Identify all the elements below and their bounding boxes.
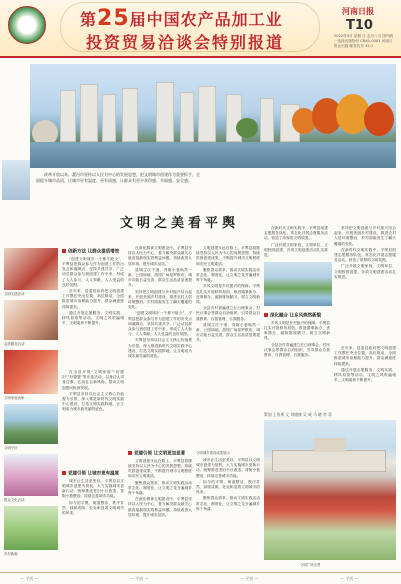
bullet-square-icon (128, 451, 132, 455)
paragraph: 乡风文明是乡村振兴的保障。平舆县扎实开展移风易俗，推进婚事新办、丧事简办，破除陈规陋习，树立文明新风。 (264, 320, 330, 341)
text-column-3 (196, 246, 260, 446)
title-line1-suffix: 届中国农产品加工业 (129, 10, 283, 29)
photo-volunteer (4, 300, 58, 340)
section-heading (62, 249, 124, 255)
paragraph: 如今的平舆，街道整洁、秩序井然、绿树成荫，处处彰显着文明城市的风采。 (196, 479, 260, 495)
paragraph: 在深化精神文明建设中，平舆县坚持以人民为中心，着力解决群众最关心最直接最现实的利益问题，持续改善人居环境，提升城市品质。 (128, 497, 192, 517)
photo-activity (4, 248, 58, 290)
text-column-1c (62, 468, 124, 568)
autumn-tree (364, 102, 394, 136)
footer-mark: — 平舆 — (240, 576, 259, 581)
paragraph: 近年来，县委县政府把文明创建工作摆在突出位置，高位推动，全面推进城市治理能力提升，群众满意度持续提高。 (62, 288, 124, 309)
text-column-1 (62, 246, 124, 368)
bullet-square-icon (264, 313, 268, 317)
footer-mark: — 平舆 — (340, 576, 359, 581)
text-column-1b (62, 370, 124, 466)
title-line-1 (80, 6, 283, 31)
paragraph: 乡风文明是乡村振兴的保障。平舆县扎实开展移风易俗，推进婚事新办、丧事简办，破除陈规陋习，树立文明新风。 (196, 284, 260, 305)
paragraph: 通过开展志愿服务、文明实践、移风易俗等活动，文明之风吹遍城乡，文明素养不断提升。 (334, 367, 396, 383)
text-column-2b (128, 448, 192, 568)
paragraph: 坚持把文明创建与乡村振兴结合起来，开展美丽乡村建设，推进农村人居环境整治，乡村面貌发生了翻天覆地的变化。 (334, 226, 396, 246)
photo-family (4, 350, 58, 394)
page-footer (0, 572, 401, 584)
building (60, 90, 76, 142)
paragraph: 县城主次干道、背街小巷焕然一新，公园绿地、游园广场星罗棋布，城市功能日益完善，群众生活品质显著提升。 (128, 267, 192, 288)
paragraph: 在新时代文明实践中，平舆县组建志愿服务队伍，常态化开展志愿服务活动，营造了浓厚的文明氛围。 (334, 247, 396, 263)
paragraph: 平舆县坚持以社会主义核心价值观为引领，深入推进新时代文明实践中心建设，打造文明实践阵地，让文明成为城市最亮丽的底色。 (128, 338, 192, 359)
caption: 文明小区 (4, 446, 18, 450)
building (272, 450, 386, 472)
title-line-2: 投资贸易洽谈会特别报道 (86, 33, 285, 52)
paragraph: 在全县开展“文明家庭”“好媳妇”“好婆婆”等评选活动，以身边人讲身边事，弘扬社会新风尚，推动文明创建向纵深发展。 (62, 370, 124, 390)
photo-community (4, 404, 58, 444)
text-column-3b (196, 458, 260, 568)
title-prefix: 第 (80, 10, 98, 29)
section-title: 创新方法 让群众提质增效 (68, 249, 120, 255)
section-title: 党建引领 让文明更加显著 (134, 451, 186, 457)
paper-name: 河南日报 (342, 7, 374, 16)
publication-info: 2022年9月 星期 日 农历八月 国内统一连续出版物号 CN41-0001 河南日报社出版 邮发代号 35-1 (334, 34, 394, 48)
paragraph: 文明创建永远在路上。平舆县将继续坚持以人民为中心的发展思想，持续巩固创建成果，不断提升城市文明程度和市民文明素质。 (128, 458, 192, 479)
paragraph: “创建文明城市一个都不能少”，平舆县把群众参与作为创建工作的出发点和落脚点，坚持共建共享，广泛动员群众参与到创建工作中来，形成了人人参与、人人奉献、人人受益的良好氛围。 (62, 256, 124, 287)
paragraph: 平舆县坚持以社会主义核心价值观为引领，深入推进新时代文明实践中心建设，打造文明实践阵地，让文明成为城市最亮丽的底色。 (62, 391, 124, 412)
paragraph: 全县各村普遍建立红白理事会、村民议事会等群众自治组织，引导群众自我教育、自我管理、自我服务。 (196, 306, 260, 321)
caption: 文明广场全景 (300, 563, 321, 567)
bullet-square-icon (62, 471, 66, 475)
building (80, 84, 98, 142)
section-heading (264, 313, 330, 319)
footer-mark: — 平舆 — (130, 576, 149, 581)
section-heading (128, 451, 192, 457)
text-column-2 (128, 246, 192, 446)
intro-side-photo (2, 160, 30, 200)
text-column-5 (334, 226, 396, 344)
paragraph: 文明创建永远在路上。平舆县将继续坚持以人民为中心的发展思想，持续巩固创建成果，不断提升城市文明程度和市民文明素质。 (196, 246, 260, 266)
edition-number: 25 (97, 6, 130, 31)
caption: 文明实践活动 (4, 292, 25, 296)
paragraph: 城市让生活更美好。平舆县以文明城市创建为契机，大力实施城市更新行动，统筹推进老旧小区改造、背街小巷整治，持续完善城市功能。 (196, 458, 260, 478)
green-tree (236, 118, 258, 138)
paragraph: 广泛开展文明家庭、文明单位、文明校园创建，各项文明创建活动扎实推进。 (334, 264, 396, 279)
text-column-4b (264, 310, 330, 408)
paragraph: 聚焦群众需求，推动文明实践活动常态化、制度化，让文明之花开遍城乡每个角落。 (196, 496, 260, 511)
paragraph: 在深化精神文明建设中，平舆县坚持以人民为中心，着力解决群众最关心最直接最现实的利益问题，持续改善人居环境，提升城市品质。 (128, 246, 192, 266)
paragraph: 聚焦群众需求，推动文明实践活动常态化、制度化，让文明之花开遍城乡每个角落。 (196, 267, 260, 283)
footer-mark: — 平舆 — (20, 576, 39, 581)
building (102, 94, 116, 142)
river (30, 142, 396, 168)
paragraph: 通过开展志愿服务、文明实践、移风易俗等活动，文明之风吹遍城乡，文明素养不断提升。 (62, 310, 124, 326)
building (314, 438, 346, 452)
byline: 策划 王智勇 文 刘晓康 吴 威 马 晓 李 菲 (264, 412, 332, 417)
intro-paragraph: 改革开放以来，漯河市坚持以人民为中心的发展思想，把文明城市创建作为重要抓手，全面提升城市品质，让城市更有温度、更有质感，让群众有更多获得感、幸福感、安全感。 (36, 172, 200, 183)
page-number: T10 (346, 18, 373, 33)
caption: 文明家庭表彰 (4, 396, 25, 400)
paragraph: 近年来，县委县政府把文明创建工作摆在突出位置，高位推动，全面推进城市治理能力提升，群众满意度持续提高。 (334, 346, 396, 366)
section-title: 党建引领 让城市更有温度 (68, 471, 120, 477)
building (122, 88, 138, 142)
caption: 文明城市建设成果展示 (196, 451, 230, 455)
text-column-5b (334, 346, 396, 410)
photo-park-lake (264, 262, 332, 306)
building (198, 86, 216, 142)
article-headline: 文明之美看平舆 (120, 216, 240, 231)
caption: 群众文化活动 (4, 498, 25, 502)
paragraph: 城市让生活更美好。平舆县以文明城市创建为契机，大力实施城市更新行动，统筹推进老旧小区改造、背街小巷整治，持续完善城市功能。 (62, 478, 124, 499)
masthead (0, 0, 401, 58)
photo-square-crowd (264, 420, 396, 560)
paragraph: 如今的平舆，街道整洁、秩序井然、绿树成荫，处处彰显着文明城市的风采。 (62, 500, 124, 515)
building (260, 98, 274, 142)
paragraph: “创建文明城市一个都不能少”，平舆县把群众参与作为创建工作的出发点和落脚点，坚持共建共享，广泛动员群众参与到创建工作中来，形成了人人参与、人人奉献、人人受益的良好氛围。 (128, 311, 192, 337)
hero-photo-skyline (30, 64, 396, 168)
paragraph: 县城主次干道、背街小巷焕然一新，公园绿地、游园广场星罗棋布，城市功能日益完善，群众生活品质显著提升。 (196, 322, 260, 343)
bullet-square-icon (62, 249, 66, 253)
caption: 志愿服务活动 (4, 342, 25, 346)
paragraph: 坚持把文明创建与乡村振兴结合起来，开展美丽乡村建设，推进农村人居环境整治，乡村面貌发生了翻天覆地的变化。 (128, 289, 192, 310)
section-heading (62, 471, 124, 477)
paragraph: 在新时代文明实践中，平舆县组建志愿服务队伍，常态化开展志愿服务活动，营造了浓厚的文明氛围。 (264, 226, 328, 241)
building (156, 82, 174, 142)
paragraph: 广泛开展文明家庭、文明单位、文明校园创建，各项文明创建活动扎实推进。 (264, 242, 328, 258)
building (180, 92, 194, 142)
section-title: 深化融合 让乡风焕然新貌 (270, 313, 322, 319)
photo-village (4, 506, 58, 550)
paragraph: 全县各村普遍建立红白理事会、村民议事会等群众自治组织，引导群众自我教育、自我管理、自我服务。 (264, 342, 330, 357)
expo-logo-icon (8, 6, 46, 44)
caption: 乡村新貌 (4, 552, 18, 556)
paragraph: 聚焦群众需求，推动文明实践活动常态化、制度化，让文明之花开遍城乡每个角落。 (128, 480, 192, 495)
photo-culture (4, 454, 58, 496)
